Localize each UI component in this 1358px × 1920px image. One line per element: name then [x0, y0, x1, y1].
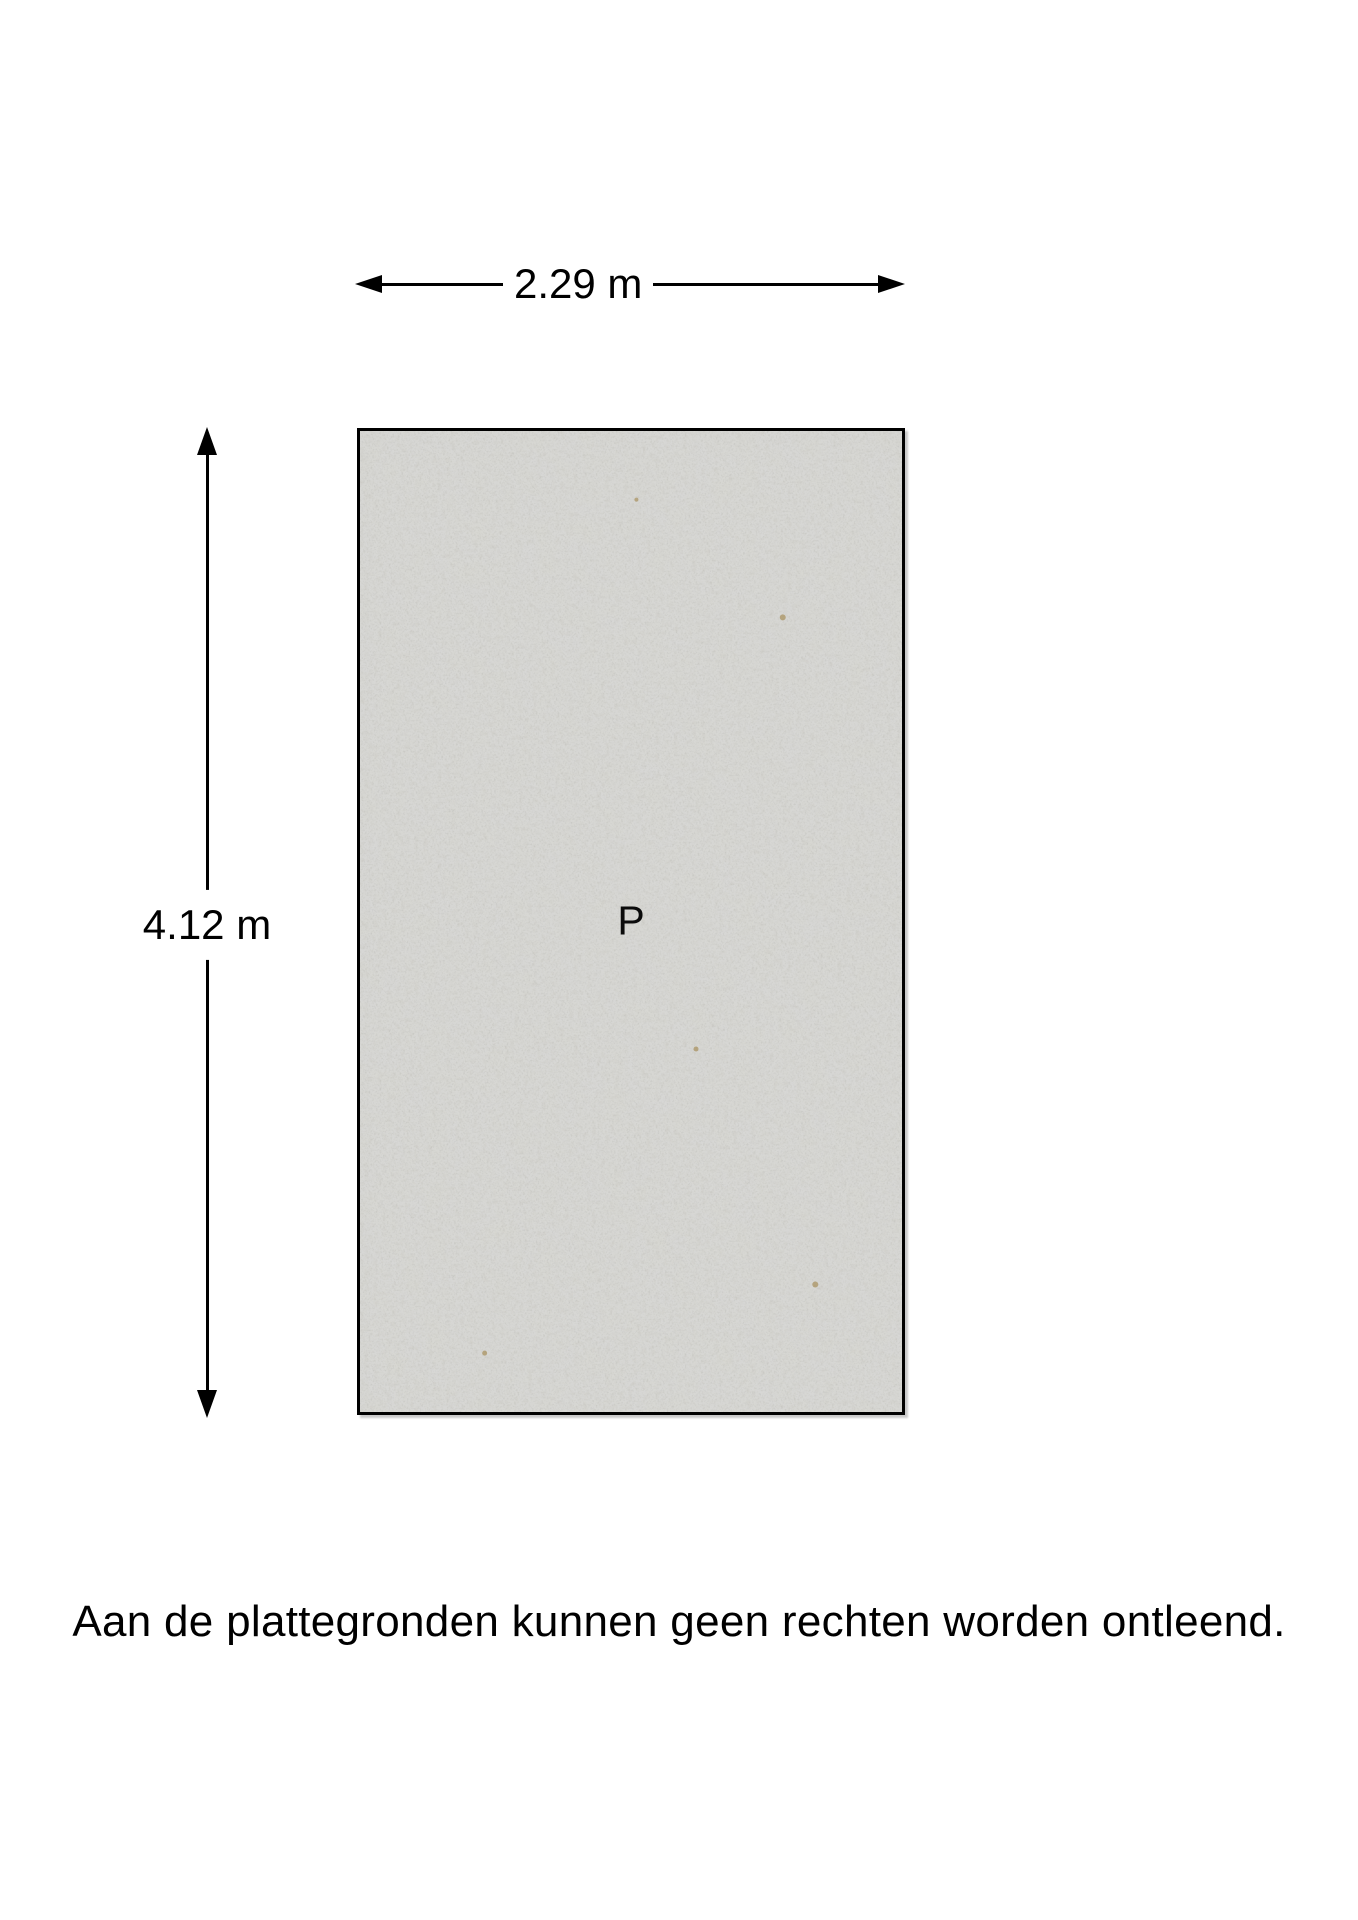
arrowhead-down-icon — [197, 1390, 217, 1418]
disclaimer-text: Aan de plattegronden kunnen geen rechten worden ontleend. — [72, 1597, 1286, 1646]
height-dimension — [142, 427, 272, 1418]
arrowhead-left-icon — [355, 275, 382, 293]
parking-space — [357, 428, 905, 1415]
arrowhead-right-icon — [878, 275, 905, 293]
width-dimension — [355, 259, 905, 307]
height-dimension-label: 4.12 m — [137, 890, 277, 960]
parking-space-label: P — [617, 897, 645, 944]
width-dimension-label: 2.29 m — [503, 261, 653, 307]
